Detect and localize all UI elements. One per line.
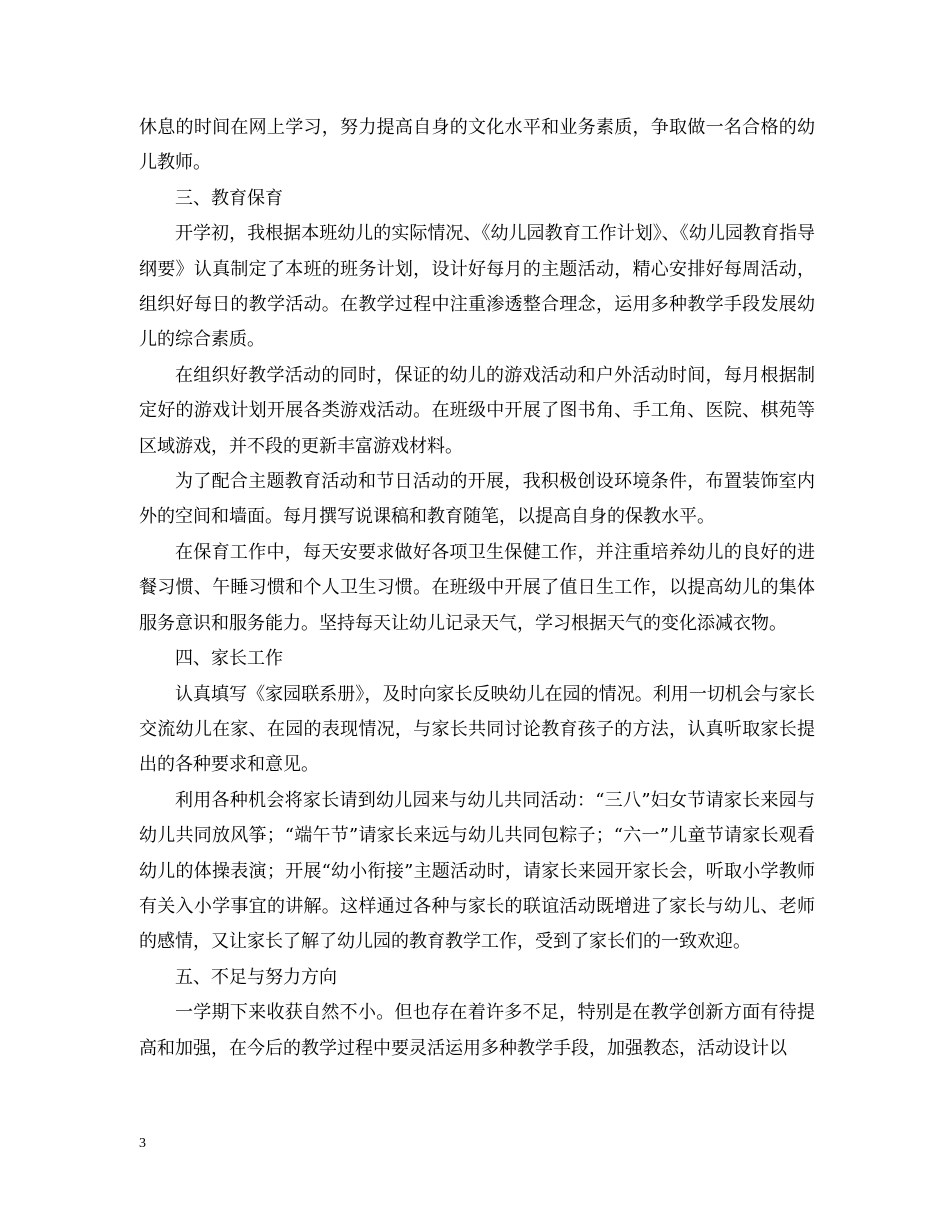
paragraph-continuation: 休息的时间在网上学习，努力提高自身的文化水平和业务素质，争取做一名合格的幼儿教师。 (139, 117, 815, 174)
paragraph: 在保育工作中，每天安要求做好各项卫生保健工作，并注重培养幼儿的良好的进餐习惯、午睡习惯和个人卫生习惯。在班级中开展了值日生工作，以提高幼儿的集体服务意识和服务能力。坚持每天让幼儿记录天气，学习根据天气的变化添减衣物。 (139, 541, 815, 634)
section-heading-shortcomings: 五、不足与努力方向 (175, 966, 337, 988)
page-number: 3 (139, 1136, 146, 1151)
section-heading-education: 三、教育保育 (175, 187, 283, 209)
paragraph: 在组织好教学活动的同时，保证的幼儿的游戏活动和户外活动时间，每月根据制定好的游戏计划开展各类游戏活动。在班级中开展了图书角、手工角、医院、棋苑等区域游戏，并不段的更新丰富游戏材料。 (139, 364, 815, 457)
body-text (139, 110, 815, 1066)
paragraph: 为了配合主题教育活动和节日活动的开展，我积极创设环境条件，布置装饰室内外的空间和墙面。每月撰写说课稿和教育随笔，以提高自身的保教水平。 (139, 471, 815, 528)
paragraph: 认真填写《家园联系册》，及时向家长反映幼儿在园的情况。利用一切机会与家长交流幼儿在家、在园的表现情况，与家长共同讨论教育孩子的方法，认真听取家长提出的各种要求和意见。 (139, 683, 815, 776)
section-heading-parents: 四、家长工作 (175, 648, 283, 670)
paragraph: 开学初，我根据本班幼儿的实际情况、《幼儿园教育工作计划》、《幼儿园教育指导纲要》认真制定了本班的班务计划，设计好每月的主题活动，精心安排好每周活动，组织好每日的教学活动。在教学过程中注重渗透整合理念，运用多种教学手段发展幼儿的综合素质。 (139, 223, 815, 351)
paragraph: 一学期下来收获自然不小。但也存在着许多不足，特别是在教学创新方面有待提高和加强，在今后的教学过程中要灵活运用多种教学手段，加强教态，活动设计以 (139, 1002, 815, 1059)
paragraph: 利用各种机会将家长请到幼儿园来与幼儿共同活动：“三八”妇女节请家长来园与幼儿共同放风筝；“端午节”请家长来远与幼儿共同包粽子；“六一”儿童节请家长观看幼儿的体操表演；开展“幼小衔接”主题活动时，请家长来园开家长会，听取小学教师有关入小学事宜的讲解。这样通过各种与家长的联谊活动既增进了家长与幼儿、老师的感情，又让家长了解了幼儿园的教育教学工作，受到了家长们的一致欢迎。 (139, 789, 815, 953)
